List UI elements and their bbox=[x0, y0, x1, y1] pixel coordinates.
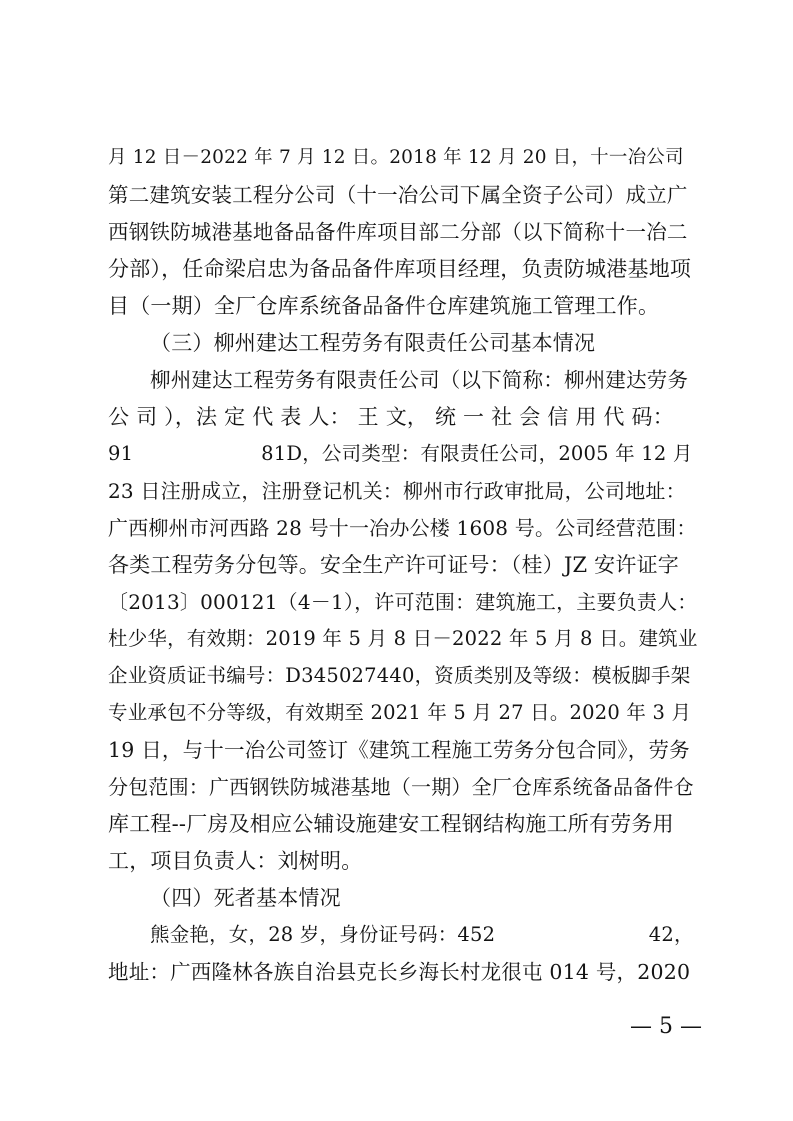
text-line-10: 23 日注册成立，注册登记机关：柳州市行政审批局，公司地址： bbox=[108, 479, 686, 503]
text-line-11: 广西柳州市河西路 28 号十一冶办公楼 1608 号。公司经营范围： bbox=[108, 516, 697, 540]
text-line-4: 分部），任命梁启忠为备品备件库项目经理，负责防城港基地项 bbox=[108, 257, 692, 281]
text-line-2: 第二建筑安装工程分公司（十一冶公司下属全资子公司）成立广 bbox=[108, 183, 688, 207]
text-line-18: 分包范围：广西钢铁防城港基地（一期）全厂仓库系统备品备件仓 bbox=[108, 775, 694, 799]
text-line-7: 柳州建达工程劳务有限责任公司（以下简称：柳州建达劳务 bbox=[150, 368, 689, 392]
text-line-12: 各类工程劳务分包等。安全生产许可证号：（桂）JZ 安许证字 bbox=[108, 553, 679, 577]
text-line-3: 西钢铁防城港基地备品备件库项目部二分部（以下简称十一冶二 bbox=[108, 220, 688, 244]
text-line-22: 熊金艳，女，28 岁，身份证号码：452 42， bbox=[150, 923, 694, 946]
section-heading-4: （四）死者基本情况 bbox=[150, 886, 341, 910]
page-number: — 5 — bbox=[630, 1014, 702, 1039]
text-line-20: 工，项目负责人：刘树明。 bbox=[108, 849, 363, 873]
section-heading-3: （三）柳州建达工程劳务有限责任公司基本情况 bbox=[150, 331, 596, 355]
text-line-16: 专业承包不分等级，有效期至 2021 年 5 月 27 日。2020 年 3 月 bbox=[108, 701, 692, 724]
text-line-13: 〔2013〕000121（4－1），许可范围：建筑施工，主要负责人： bbox=[108, 590, 698, 614]
text-line-15: 企业资质证书编号：D345027440，资质类别及等级：模板脚手架 bbox=[108, 664, 691, 687]
text-line-5: 目（一期）全厂仓库系统备品备件仓库建筑施工管理工作。 bbox=[108, 294, 660, 318]
text-line-8: 公 司 ），法 定 代 表 人： 王 文， 统 一 社 会 信 用 代 码： bbox=[108, 405, 674, 429]
text-line-23: 地址：广西隆林各族自治县克长乡海长村龙很屯 014 号，2020 bbox=[108, 960, 691, 984]
text-line-19: 库工程--厂房及相应公辅设施建安工程钢结构施工所有劳务用 bbox=[108, 812, 674, 836]
text-line-1: 月 12 日－2022 年 7 月 12 日。2018 年 12 月 20 日，十一冶公司 bbox=[108, 147, 684, 168]
text-line-9: 91 81D，公司类型：有限责任公司，2005 年 12 月 bbox=[108, 442, 693, 465]
text-line-14: 杜少华，有效期：2019 年 5 月 8 日－2022 年 5 月 8 日。建筑业 bbox=[108, 627, 698, 650]
text-line-17: 19 日，与十一冶公司签订《建筑工程施工劳务分包合同》，劳务 bbox=[108, 738, 690, 762]
